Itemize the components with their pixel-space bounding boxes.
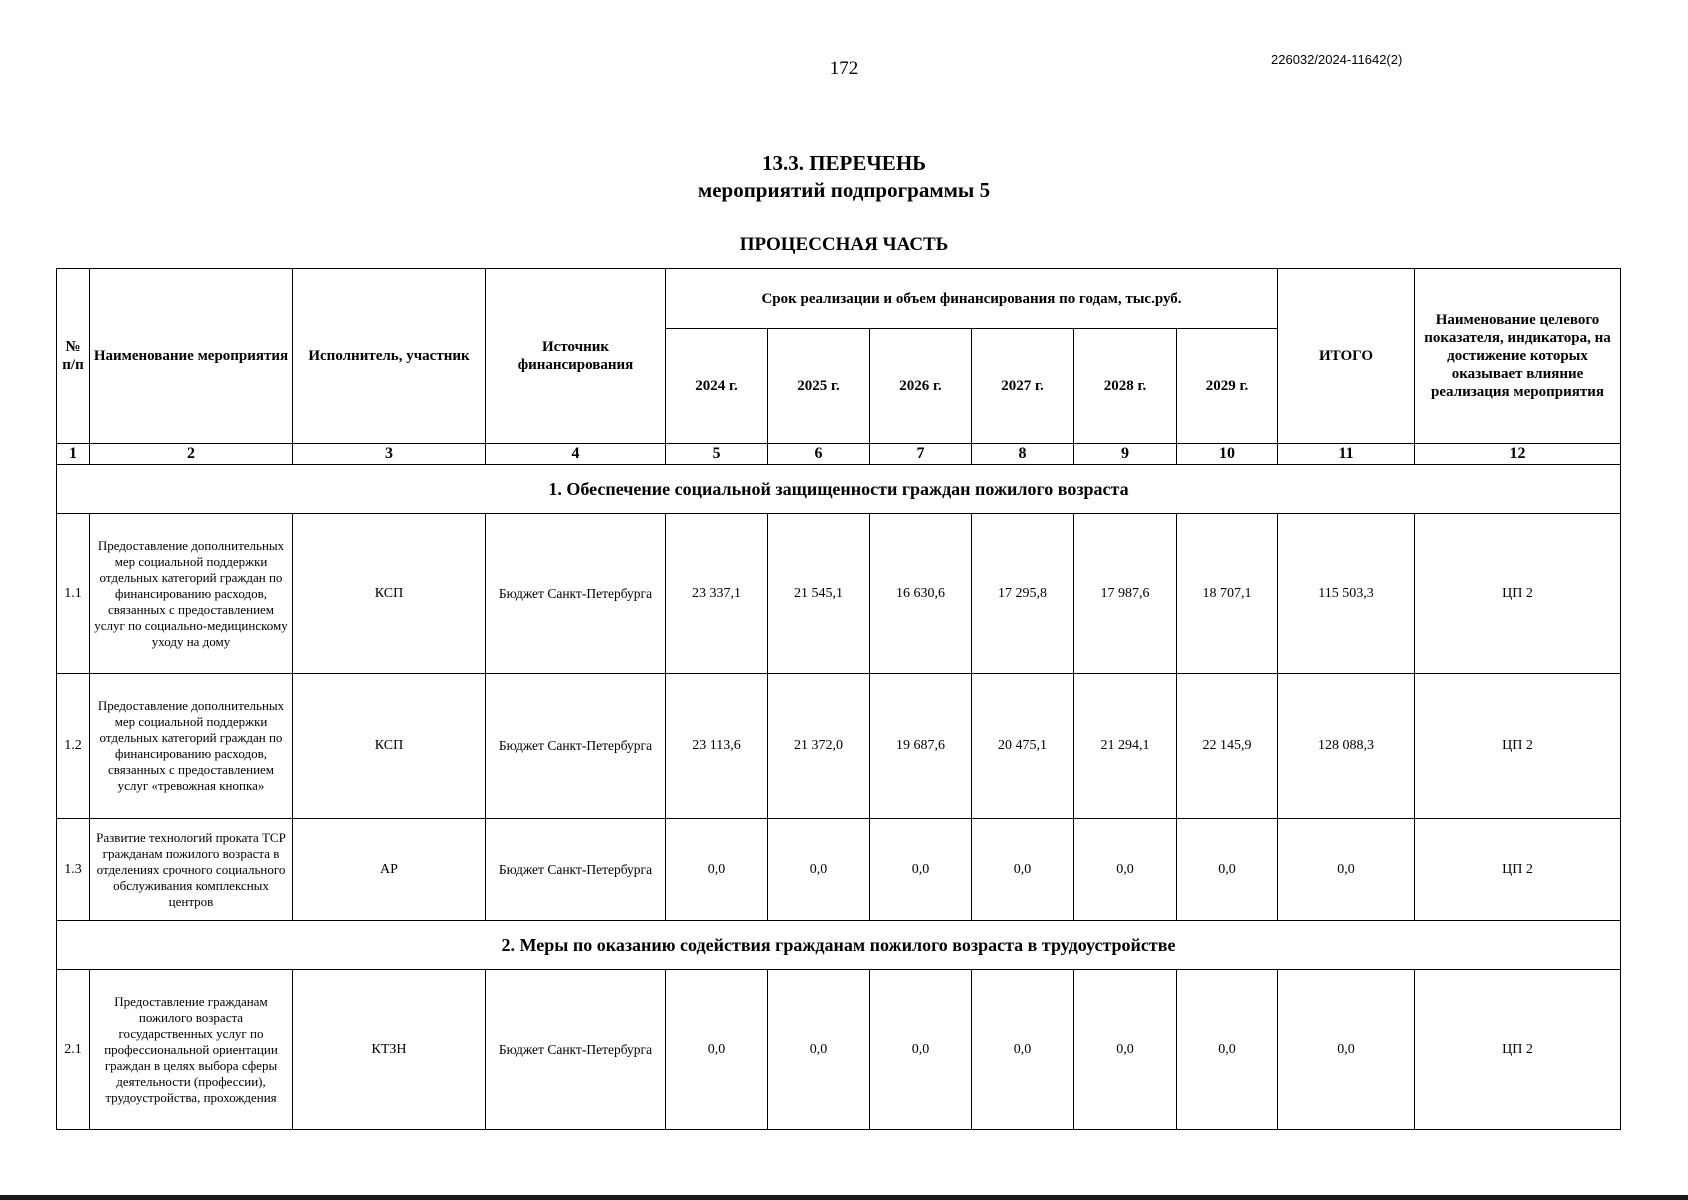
header-period: Срок реализации и объем финансирования по годам, тыс.руб.	[666, 269, 1278, 329]
column-number: 3	[293, 444, 486, 465]
header-source: Источник финансирования	[486, 269, 666, 444]
header-name: Наименование мероприятия	[90, 269, 293, 444]
year-value: 0,0	[870, 819, 972, 921]
table-row	[57, 970, 1621, 1130]
funding-source: Бюджет Санкт-Петербурга	[486, 970, 666, 1130]
header-year: 2025 г.	[768, 329, 870, 444]
table-body	[57, 444, 1621, 1130]
year-value: 21 372,0	[768, 674, 870, 819]
header-year: 2026 г.	[870, 329, 972, 444]
executor: КСП	[293, 514, 486, 674]
year-value: 21 294,1	[1074, 674, 1177, 819]
total-value: 0,0	[1278, 970, 1415, 1130]
year-value: 0,0	[666, 970, 768, 1130]
header-year: 2027 г.	[972, 329, 1074, 444]
title-line-1: 13.3. ПЕРЕЧЕНЬ	[761, 151, 927, 175]
measure-name: Предоставление дополнительных мер социальной поддержки отдельных категорий граждан по финансированию расходов, связанных с предоставлением услуг по социально-медицинскому уходу на дому	[90, 514, 293, 674]
part-heading: ПРОЦЕССНАЯ ЧАСТЬ	[739, 234, 949, 255]
year-value: 23 113,6	[666, 674, 768, 819]
header-total: ИТОГО	[1278, 269, 1415, 444]
table-row	[57, 514, 1621, 674]
section-title: 2. Меры по оказанию содействия гражданам пожилого возраста в трудоустройстве	[57, 921, 1621, 970]
document-title	[0, 150, 1688, 204]
indicator-value: ЦП 2	[1415, 674, 1621, 819]
row-number: 1.1	[57, 514, 90, 674]
column-number: 6	[768, 444, 870, 465]
indicator-value: ЦП 2	[1415, 819, 1621, 921]
column-number: 4	[486, 444, 666, 465]
year-value: 21 545,1	[768, 514, 870, 674]
row-number: 1.2	[57, 674, 90, 819]
year-value: 0,0	[972, 819, 1074, 921]
funding-source: Бюджет Санкт-Петербурга	[486, 819, 666, 921]
column-number: 10	[1177, 444, 1278, 465]
section-title: 1. Обеспечение социальной защищенности граждан пожилого возраста	[57, 465, 1621, 514]
column-number: 11	[1278, 444, 1415, 465]
section-row	[57, 465, 1621, 514]
year-value: 17 987,6	[1074, 514, 1177, 674]
header-indicator: Наименование целевого показателя, индикатора, на достижение которых оказывает влияние реализация мероприятия	[1415, 269, 1621, 444]
indicator-value: ЦП 2	[1415, 514, 1621, 674]
funding-source: Бюджет Санкт-Петербурга	[486, 514, 666, 674]
column-number: 1	[57, 444, 90, 465]
page-number: 172	[829, 58, 859, 79]
column-number: 8	[972, 444, 1074, 465]
executor: КТЗН	[293, 970, 486, 1130]
measures-table	[56, 268, 1621, 1130]
table-row	[57, 819, 1621, 921]
header-year: 2024 г.	[666, 329, 768, 444]
year-value: 22 145,9	[1177, 674, 1278, 819]
year-value: 0,0	[768, 970, 870, 1130]
total-value: 0,0	[1278, 819, 1415, 921]
table-header	[57, 269, 1621, 444]
year-value: 0,0	[666, 819, 768, 921]
year-value: 19 687,6	[870, 674, 972, 819]
year-value: 0,0	[1074, 970, 1177, 1130]
scan-edge-rule	[0, 1195, 1688, 1200]
column-number: 2	[90, 444, 293, 465]
year-value: 16 630,6	[870, 514, 972, 674]
year-value: 18 707,1	[1177, 514, 1278, 674]
executor: КСП	[293, 674, 486, 819]
document-registration-code: 226032/2024-11642(2)	[1271, 52, 1403, 67]
measure-name: Предоставление дополнительных мер социальной поддержки отдельных категорий граждан по финансированию расходов, связанных с предоставлением услуг «тревожная кнопка»	[90, 674, 293, 819]
funding-source: Бюджет Санкт-Петербурга	[486, 674, 666, 819]
year-value: 20 475,1	[972, 674, 1074, 819]
year-value: 0,0	[768, 819, 870, 921]
year-value: 17 295,8	[972, 514, 1074, 674]
year-value: 0,0	[972, 970, 1074, 1130]
header-year: 2028 г.	[1074, 329, 1177, 444]
section-row	[57, 921, 1621, 970]
indicator-value: ЦП 2	[1415, 970, 1621, 1130]
year-value: 23 337,1	[666, 514, 768, 674]
column-number: 5	[666, 444, 768, 465]
executor: АР	[293, 819, 486, 921]
year-value: 0,0	[1074, 819, 1177, 921]
row-number: 1.3	[57, 819, 90, 921]
row-number: 2.1	[57, 970, 90, 1130]
column-number: 7	[870, 444, 972, 465]
year-value: 0,0	[1177, 970, 1278, 1130]
total-value: 115 503,3	[1278, 514, 1415, 674]
year-value: 0,0	[870, 970, 972, 1130]
column-number-row	[57, 444, 1621, 465]
table-row	[57, 674, 1621, 819]
header-num: № п/п	[57, 269, 90, 444]
column-number: 9	[1074, 444, 1177, 465]
measure-name: Развитие технологий проката ТСР гражданам пожилого возраста в отделениях срочного социального обслуживания комплексных центров	[90, 819, 293, 921]
year-value: 0,0	[1177, 819, 1278, 921]
title-line-2: мероприятий подпрограммы 5	[697, 178, 991, 202]
total-value: 128 088,3	[1278, 674, 1415, 819]
column-number: 12	[1415, 444, 1621, 465]
header-executor: Исполнитель, участник	[293, 269, 486, 444]
measure-name: Предоставление гражданам пожилого возраста государственных услуг по профессиональной ориентации граждан в целях выбора сферы деятельности (профессии), трудоустройства, прохождения	[90, 970, 293, 1130]
header-year: 2029 г.	[1177, 329, 1278, 444]
